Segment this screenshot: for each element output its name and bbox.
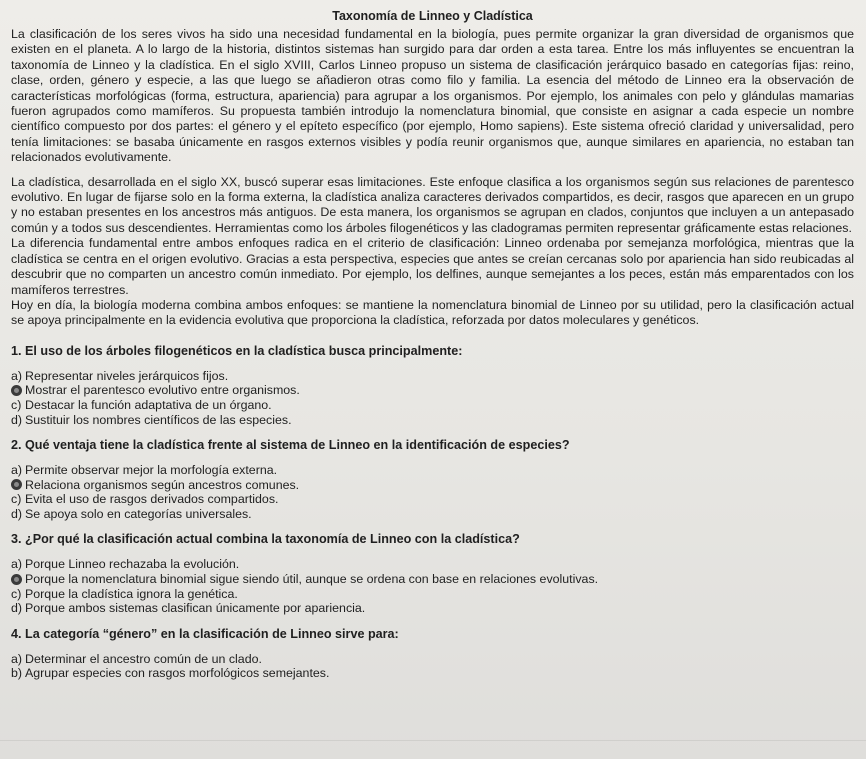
question-3-option-a[interactable] <box>11 557 854 572</box>
question-2-option-d[interactable] <box>11 507 854 522</box>
question-1-option-c[interactable] <box>11 398 854 413</box>
question-3-option-c[interactable] <box>11 587 854 602</box>
selected-answer-mark-icon <box>11 574 22 585</box>
question-4: 4. La categoría “género” en la clasificación de Linneo sirve para: <box>11 626 399 641</box>
paragraph-linneo: La clasificación de los seres vivos ha sido una necesidad fundamental en la biología, pues permite organizar la gran diversidad de organismos que existen en el planeta. A lo largo de la historia, distintos sistemas han surgido para dar orden a esta tarea. Entre los más influyentes se encuentran la taxonomía de Linneo y la cladística. En el siglo XVIII, Carlos Linneo propuso un sistema de clasificación jerárquico basado en categorías fijas: reino, clase, orden, género y especie, a las que luego se añadieron otras como filo y familia. La esencia del método de Linneo era la observación de características morfológicas (forma, estructura, apariencia) para agrupar a los organismos. Por ejemplo, los animales con pelo y glándulas mamarias fueron agrupados como mamíferos. Su propuesta también introdujo la nomenclatura binomial, que consiste en asignar a cada especie un nombre científico compuesto por dos partes: el género y el epíteto específico (por ejemplo, Homo sapiens). Este sistema ofreció claridad y universalidad, pero tenía limitaciones: se basaba únicamente en rasgos externos visibles y podía reunir organismos que, aunque similares en apariencia, no estaban tan relacionados evolutivamente. <box>11 27 854 165</box>
question-1: 1. El uso de los árboles filogenéticos en la cladística busca principalmente: <box>11 343 463 358</box>
option-letter: a) <box>11 557 23 572</box>
selected-answer-mark-icon <box>11 385 22 396</box>
option-text: Evita el uso de rasgos derivados compartidos. <box>25 492 279 507</box>
option-text: Mostrar el parentesco evolutivo entre organismos. <box>25 383 300 398</box>
option-text: Permite observar mejor la morfología externa. <box>25 463 278 478</box>
question-1-option-b[interactable] <box>11 383 854 398</box>
question-3-options <box>11 557 854 615</box>
selected-answer-mark-icon <box>11 479 22 490</box>
paragraph-cladistica: La cladística, desarrollada en el siglo XX, buscó superar esas limitaciones. Este enfoque clasifica a los organismos según sus relaciones de parentesco evolutivo. En lugar de fijarse solo en la forma externa, la cladística analiza caracteres derivados compartidos, es decir, rasgos que aparecen en un grupo y no estaban presentes en los ancestros más antiguos. De esta manera, los organismos se agrupan en clados, conjuntos que incluyen a un antepasado común y a todos sus descendientes. Herramientas como los árboles filogenéticos y las cladogramas permiten representar gráficamente estas relaciones. <box>11 174 854 235</box>
option-text: Determinar el ancestro común de un clado. <box>25 651 262 666</box>
question-3-option-d[interactable] <box>11 601 854 616</box>
question-2-options <box>11 463 854 521</box>
question-3-option-b[interactable] <box>11 572 854 587</box>
option-text: Sustituir los nombres científicos de las especies. <box>25 412 292 427</box>
option-text: Destacar la función adaptativa de un órgano. <box>25 397 272 412</box>
option-letter: c) <box>11 586 22 601</box>
option-text: Agrupar especies con rasgos morfológicos semejantes. <box>25 666 330 681</box>
option-letter: a) <box>11 368 23 383</box>
question-1-option-a[interactable] <box>11 369 854 384</box>
question-2-option-c[interactable] <box>11 492 854 507</box>
question-1-option-d[interactable] <box>11 413 854 428</box>
question-4-option-a[interactable] <box>11 652 854 667</box>
option-text: Porque la nomenclatura binomial sigue siendo útil, aunque se ordena con base en relaciones evolutivas. <box>25 572 599 587</box>
question-2: 2. Qué ventaja tiene la cladística frente al sistema de Linneo en la identificación de especies? <box>11 438 570 453</box>
option-letter: c) <box>11 397 22 412</box>
paragraph-hoy: Hoy en día, la biología moderna combina ambos enfoques: se mantiene la nomenclatura binomial de Linneo por su utilidad, pero la clasificación actual se apoya principalmente en la evidencia evolutiva que proporciona la cladística, reforzada por datos moleculares y genéticos. <box>11 297 854 328</box>
option-letter: d) <box>11 412 23 427</box>
question-4-options <box>11 652 854 681</box>
option-letter: c) <box>11 492 22 507</box>
option-letter: a) <box>11 463 23 478</box>
option-text: Se apoya solo en categorías universales. <box>25 506 252 521</box>
option-text: Relaciona organismos según ancestros comunes. <box>25 477 300 492</box>
option-text: Representar niveles jerárquicos fijos. <box>25 368 229 383</box>
option-text: Porque Linneo rechazaba la evolución. <box>25 557 240 572</box>
option-text: Porque la cladística ignora la genética. <box>25 586 238 601</box>
page-title: Taxonomía de Linneo y Cladística <box>332 9 533 23</box>
option-letter: a) <box>11 651 23 666</box>
paragraph-diferencia: La diferencia fundamental entre ambos enfoques radica en el criterio de clasificación: Linneo ordenaba por semejanza morfológica, mientras que la cladística se centra en el origen evolutivo. Gracias a esta perspectiva, especies que antes se creían cercanas solo por apariencia han sido reubicadas al descubrir que no comparten un ancestro común inmediato. Por ejemplo, los delfines, aunque semejantes a los peces, están más emparentados con los mamíferos terrestres. <box>11 236 854 297</box>
option-letter: d) <box>11 506 23 521</box>
option-letter: b) <box>11 666 23 681</box>
question-3: 3. ¿Por qué la clasificación actual combina la taxonomía de Linneo con la cladística? <box>11 532 520 547</box>
page-fold-divider <box>0 740 866 741</box>
question-2-option-a[interactable] <box>11 463 854 478</box>
question-1-options <box>11 369 854 427</box>
option-letter: d) <box>11 601 23 616</box>
option-text: Porque ambos sistemas clasifican únicamente por apariencia. <box>25 601 366 616</box>
question-4-option-b[interactable] <box>11 666 854 681</box>
question-2-option-b[interactable] <box>11 478 854 493</box>
